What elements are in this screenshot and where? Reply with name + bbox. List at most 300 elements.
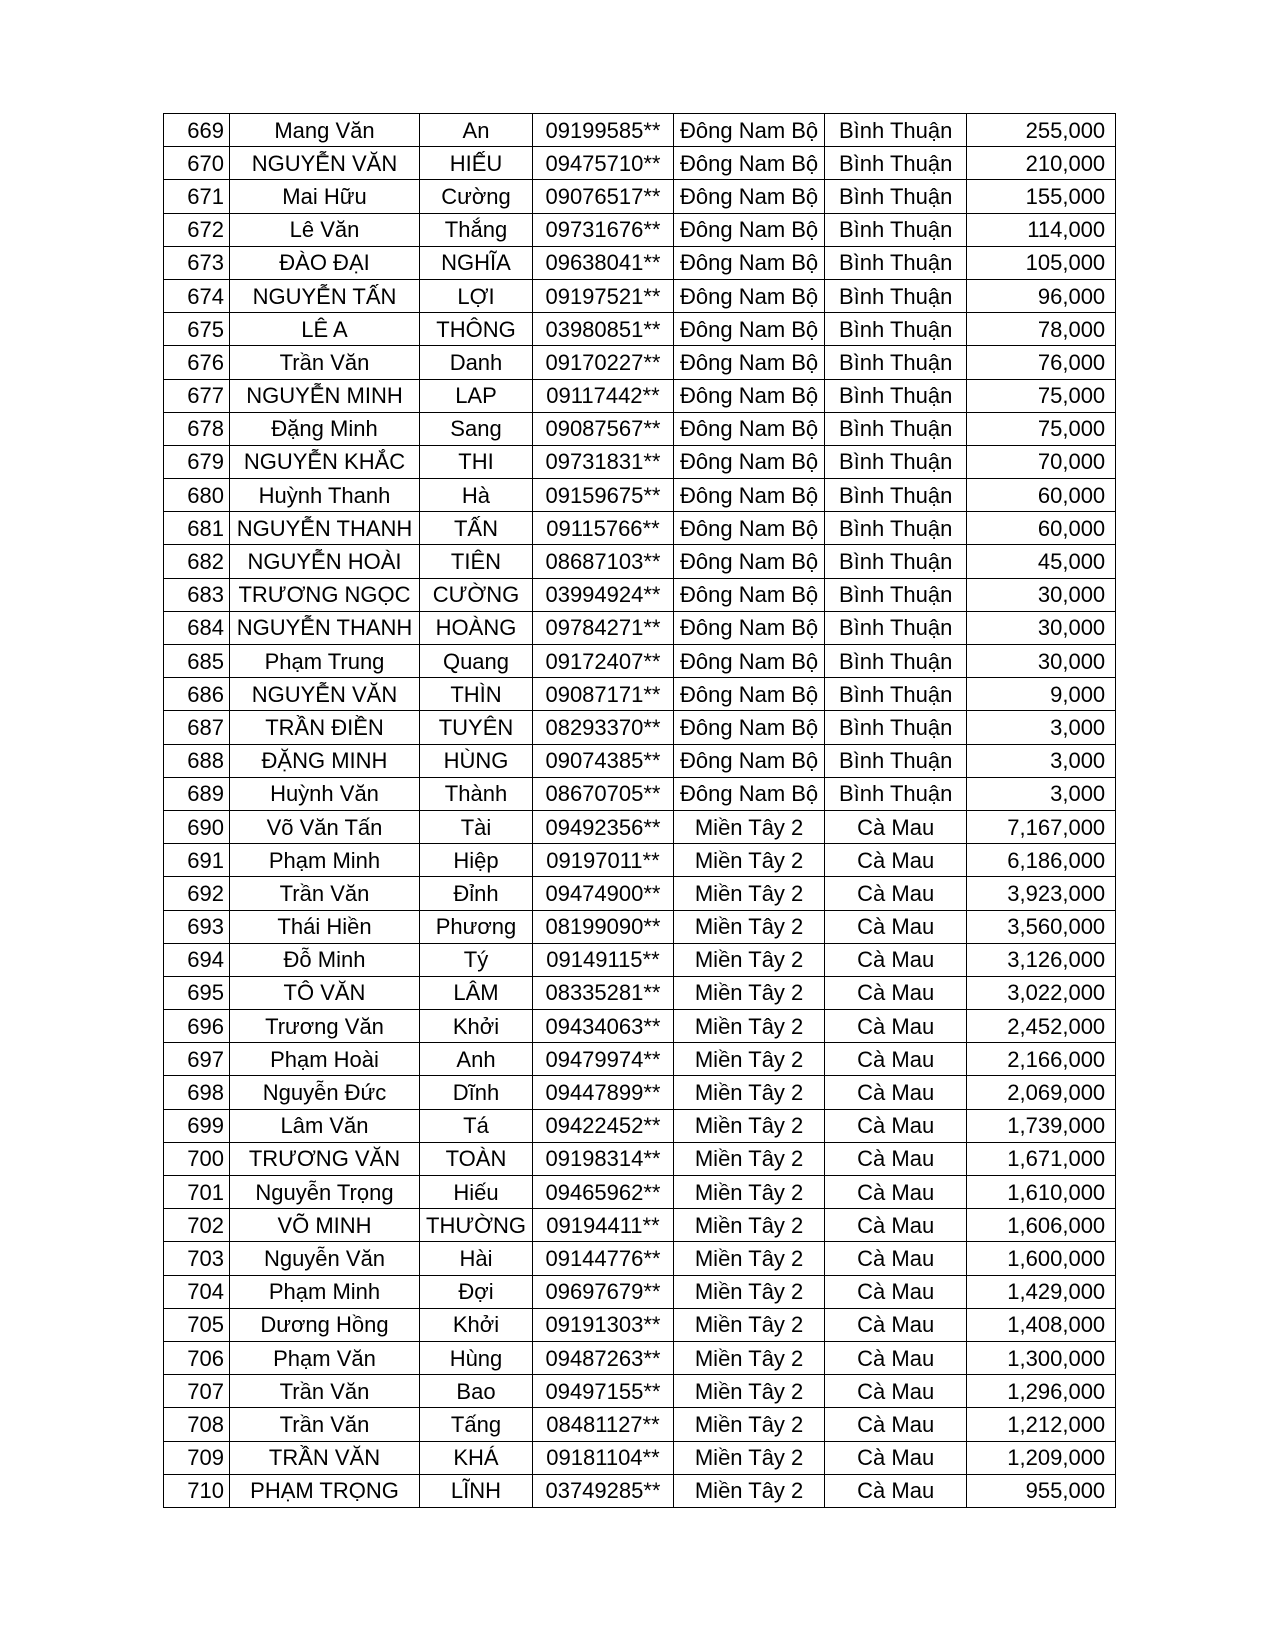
cell-family-middle-name: PHẠM TRỌNG	[230, 1474, 420, 1507]
cell-given-name: TIÊN	[420, 545, 533, 578]
cell-amount: 60,000	[967, 479, 1116, 512]
cell-index: 674	[164, 279, 230, 312]
table-row	[164, 611, 1116, 644]
cell-index: 670	[164, 147, 230, 180]
cell-region: Miền Tây 2	[673, 1375, 824, 1408]
cell-phone: 09497155**	[532, 1375, 673, 1408]
cell-phone: 09074385**	[532, 744, 673, 777]
cell-index: 675	[164, 313, 230, 346]
cell-region: Miền Tây 2	[673, 1010, 824, 1043]
cell-given-name: Thắng	[420, 213, 533, 246]
cell-index: 690	[164, 810, 230, 843]
table-row	[164, 114, 1116, 147]
table-row	[164, 346, 1116, 379]
cell-province: Bình Thuận	[825, 777, 967, 810]
cell-amount: 70,000	[967, 445, 1116, 478]
table-row	[164, 1109, 1116, 1142]
cell-region: Đông Nam Bộ	[673, 412, 824, 445]
cell-province: Cà Mau	[825, 1176, 967, 1209]
cell-given-name: Tý	[420, 943, 533, 976]
table-row	[164, 744, 1116, 777]
cell-given-name: Khởi	[420, 1010, 533, 1043]
cell-province: Bình Thuận	[825, 645, 967, 678]
cell-amount: 96,000	[967, 279, 1116, 312]
cell-given-name: Bao	[420, 1375, 533, 1408]
cell-index: 710	[164, 1474, 230, 1507]
table-row	[164, 1275, 1116, 1308]
cell-given-name: THƯỜNG	[420, 1209, 533, 1242]
cell-family-middle-name: Phạm Hoài	[230, 1043, 420, 1076]
cell-province: Cà Mau	[825, 943, 967, 976]
cell-region: Miền Tây 2	[673, 877, 824, 910]
cell-given-name: Hiếu	[420, 1176, 533, 1209]
cell-index: 687	[164, 711, 230, 744]
cell-region: Miền Tây 2	[673, 1341, 824, 1374]
table-row	[164, 479, 1116, 512]
cell-family-middle-name: Mai Hữu	[230, 180, 420, 213]
table-row	[164, 1308, 1116, 1341]
cell-amount: 1,606,000	[967, 1209, 1116, 1242]
cell-region: Miền Tây 2	[673, 844, 824, 877]
cell-index: 672	[164, 213, 230, 246]
cell-amount: 45,000	[967, 545, 1116, 578]
cell-index: 709	[164, 1441, 230, 1474]
table-row	[164, 1010, 1116, 1043]
cell-phone: 09731831**	[532, 445, 673, 478]
cell-family-middle-name: ĐÀO ĐẠI	[230, 246, 420, 279]
cell-province: Bình Thuận	[825, 213, 967, 246]
cell-index: 692	[164, 877, 230, 910]
cell-given-name: Quang	[420, 645, 533, 678]
cell-given-name: An	[420, 114, 533, 147]
cell-given-name: HÙNG	[420, 744, 533, 777]
cell-region: Đông Nam Bộ	[673, 678, 824, 711]
cell-family-middle-name: Phạm Văn	[230, 1341, 420, 1374]
table-row	[164, 1076, 1116, 1109]
cell-index: 685	[164, 645, 230, 678]
cell-province: Bình Thuận	[825, 711, 967, 744]
cell-phone: 08687103**	[532, 545, 673, 578]
table-row	[164, 512, 1116, 545]
cell-region: Đông Nam Bộ	[673, 346, 824, 379]
cell-index: 707	[164, 1375, 230, 1408]
table-row	[164, 279, 1116, 312]
winners-table	[163, 113, 1116, 1508]
cell-given-name: Thành	[420, 777, 533, 810]
cell-index: 676	[164, 346, 230, 379]
cell-region: Miền Tây 2	[673, 1109, 824, 1142]
cell-given-name: THÔNG	[420, 313, 533, 346]
cell-phone: 09087567**	[532, 412, 673, 445]
cell-family-middle-name: Nguyễn Văn	[230, 1242, 420, 1275]
cell-region: Miền Tây 2	[673, 910, 824, 943]
table-row	[164, 910, 1116, 943]
cell-amount: 30,000	[967, 645, 1116, 678]
cell-phone: 09117442**	[532, 379, 673, 412]
cell-family-middle-name: Trần Văn	[230, 1408, 420, 1441]
cell-phone: 09194411**	[532, 1209, 673, 1242]
cell-province: Cà Mau	[825, 1441, 967, 1474]
cell-index: 691	[164, 844, 230, 877]
cell-region: Đông Nam Bộ	[673, 645, 824, 678]
cell-index: 677	[164, 379, 230, 412]
cell-amount: 30,000	[967, 578, 1116, 611]
cell-index: 671	[164, 180, 230, 213]
cell-index: 702	[164, 1209, 230, 1242]
cell-region: Đông Nam Bộ	[673, 611, 824, 644]
cell-province: Cà Mau	[825, 1109, 967, 1142]
cell-family-middle-name: Lâm Văn	[230, 1109, 420, 1142]
cell-index: 682	[164, 545, 230, 578]
cell-province: Bình Thuận	[825, 147, 967, 180]
cell-given-name: Tá	[420, 1109, 533, 1142]
table-row	[164, 1142, 1116, 1175]
cell-given-name: Hài	[420, 1242, 533, 1275]
table-row	[164, 1441, 1116, 1474]
cell-phone: 09447899**	[532, 1076, 673, 1109]
table-row	[164, 445, 1116, 478]
cell-province: Cà Mau	[825, 1308, 967, 1341]
cell-region: Miền Tây 2	[673, 1441, 824, 1474]
cell-province: Cà Mau	[825, 1408, 967, 1441]
cell-amount: 60,000	[967, 512, 1116, 545]
cell-index: 673	[164, 246, 230, 279]
cell-phone: 09731676**	[532, 213, 673, 246]
cell-province: Cà Mau	[825, 1209, 967, 1242]
cell-given-name: Tấng	[420, 1408, 533, 1441]
cell-family-middle-name: TRƯƠNG VĂN	[230, 1142, 420, 1175]
table-row	[164, 777, 1116, 810]
cell-phone: 09199585**	[532, 114, 673, 147]
cell-amount: 1,429,000	[967, 1275, 1116, 1308]
cell-province: Bình Thuận	[825, 279, 967, 312]
cell-given-name: KHÁ	[420, 1441, 533, 1474]
cell-province: Bình Thuận	[825, 313, 967, 346]
cell-province: Cà Mau	[825, 1043, 967, 1076]
table-body	[164, 114, 1116, 1508]
cell-family-middle-name: Trần Văn	[230, 346, 420, 379]
cell-family-middle-name: NGUYỄN MINH	[230, 379, 420, 412]
cell-given-name: Đợi	[420, 1275, 533, 1308]
cell-phone: 09492356**	[532, 810, 673, 843]
cell-index: 684	[164, 611, 230, 644]
cell-phone: 03749285**	[532, 1474, 673, 1507]
cell-province: Bình Thuận	[825, 611, 967, 644]
cell-index: 686	[164, 678, 230, 711]
cell-given-name: NGHĨA	[420, 246, 533, 279]
cell-region: Miền Tây 2	[673, 810, 824, 843]
cell-phone: 09115766**	[532, 512, 673, 545]
cell-given-name: Hiệp	[420, 844, 533, 877]
cell-index: 706	[164, 1341, 230, 1374]
cell-region: Đông Nam Bộ	[673, 147, 824, 180]
cell-region: Miền Tây 2	[673, 1209, 824, 1242]
cell-province: Cà Mau	[825, 1076, 967, 1109]
cell-family-middle-name: NGUYỄN THANH	[230, 611, 420, 644]
cell-family-middle-name: Phạm Minh	[230, 1275, 420, 1308]
cell-family-middle-name: TRẦN ĐIỀN	[230, 711, 420, 744]
cell-region: Đông Nam Bộ	[673, 711, 824, 744]
cell-province: Bình Thuận	[825, 445, 967, 478]
table-row	[164, 645, 1116, 678]
cell-phone: 08293370**	[532, 711, 673, 744]
cell-phone: 08481127**	[532, 1408, 673, 1441]
cell-phone: 09170227**	[532, 346, 673, 379]
table-row	[164, 1209, 1116, 1242]
table-row	[164, 711, 1116, 744]
cell-province: Cà Mau	[825, 1474, 967, 1507]
cell-amount: 3,560,000	[967, 910, 1116, 943]
cell-family-middle-name: NGUYỄN TẤN	[230, 279, 420, 312]
cell-given-name: Tài	[420, 810, 533, 843]
cell-province: Cà Mau	[825, 1375, 967, 1408]
cell-amount: 2,069,000	[967, 1076, 1116, 1109]
cell-province: Bình Thuận	[825, 578, 967, 611]
cell-given-name: CƯỜNG	[420, 578, 533, 611]
cell-region: Đông Nam Bộ	[673, 379, 824, 412]
cell-amount: 114,000	[967, 213, 1116, 246]
cell-phone: 09697679**	[532, 1275, 673, 1308]
cell-phone: 08670705**	[532, 777, 673, 810]
cell-amount: 3,022,000	[967, 976, 1116, 1009]
cell-phone: 09434063**	[532, 1010, 673, 1043]
cell-index: 689	[164, 777, 230, 810]
cell-province: Cà Mau	[825, 1010, 967, 1043]
cell-phone: 03994924**	[532, 578, 673, 611]
cell-index: 697	[164, 1043, 230, 1076]
cell-index: 669	[164, 114, 230, 147]
table-row	[164, 1341, 1116, 1374]
cell-phone: 09172407**	[532, 645, 673, 678]
cell-amount: 1,610,000	[967, 1176, 1116, 1209]
cell-given-name: Đỉnh	[420, 877, 533, 910]
cell-amount: 1,408,000	[967, 1308, 1116, 1341]
cell-region: Miền Tây 2	[673, 976, 824, 1009]
cell-family-middle-name: Nguyễn Trọng	[230, 1176, 420, 1209]
cell-amount: 1,671,000	[967, 1142, 1116, 1175]
cell-province: Cà Mau	[825, 1242, 967, 1275]
table-row	[164, 213, 1116, 246]
cell-province: Cà Mau	[825, 844, 967, 877]
cell-amount: 2,452,000	[967, 1010, 1116, 1043]
cell-index: 694	[164, 943, 230, 976]
cell-phone: 09479974**	[532, 1043, 673, 1076]
cell-family-middle-name: Trương Văn	[230, 1010, 420, 1043]
table-row	[164, 412, 1116, 445]
cell-region: Đông Nam Bộ	[673, 246, 824, 279]
cell-family-middle-name: Võ Văn Tấn	[230, 810, 420, 843]
cell-given-name: Cường	[420, 180, 533, 213]
cell-phone: 09638041**	[532, 246, 673, 279]
cell-region: Đông Nam Bộ	[673, 512, 824, 545]
cell-phone: 09197521**	[532, 279, 673, 312]
cell-given-name: Anh	[420, 1043, 533, 1076]
cell-given-name: HIẾU	[420, 147, 533, 180]
cell-family-middle-name: NGUYỄN VĂN	[230, 678, 420, 711]
cell-province: Cà Mau	[825, 810, 967, 843]
cell-amount: 1,296,000	[967, 1375, 1116, 1408]
cell-province: Cà Mau	[825, 1142, 967, 1175]
cell-family-middle-name: NGUYỄN HOÀI	[230, 545, 420, 578]
cell-given-name: Sang	[420, 412, 533, 445]
cell-amount: 3,000	[967, 744, 1116, 777]
table-row	[164, 147, 1116, 180]
cell-region: Miền Tây 2	[673, 1474, 824, 1507]
cell-province: Bình Thuận	[825, 512, 967, 545]
cell-region: Miền Tây 2	[673, 1076, 824, 1109]
cell-phone: 09474900**	[532, 877, 673, 910]
table-row	[164, 578, 1116, 611]
cell-given-name: TUYÊN	[420, 711, 533, 744]
cell-index: 703	[164, 1242, 230, 1275]
cell-phone: 08335281**	[532, 976, 673, 1009]
cell-phone: 09181104**	[532, 1441, 673, 1474]
cell-amount: 3,000	[967, 711, 1116, 744]
cell-amount: 75,000	[967, 412, 1116, 445]
cell-phone: 09487263**	[532, 1341, 673, 1374]
table-row	[164, 1375, 1116, 1408]
cell-amount: 1,209,000	[967, 1441, 1116, 1474]
cell-amount: 3,000	[967, 777, 1116, 810]
cell-given-name: HOÀNG	[420, 611, 533, 644]
cell-given-name: LĨNH	[420, 1474, 533, 1507]
cell-region: Đông Nam Bộ	[673, 114, 824, 147]
cell-region: Đông Nam Bộ	[673, 213, 824, 246]
cell-province: Bình Thuận	[825, 114, 967, 147]
cell-amount: 75,000	[967, 379, 1116, 412]
cell-index: 700	[164, 1142, 230, 1175]
cell-index: 695	[164, 976, 230, 1009]
cell-given-name: THÌN	[420, 678, 533, 711]
cell-amount: 1,212,000	[967, 1408, 1116, 1441]
cell-amount: 78,000	[967, 313, 1116, 346]
cell-region: Đông Nam Bộ	[673, 313, 824, 346]
table-row	[164, 1176, 1116, 1209]
cell-family-middle-name: NGUYỄN KHẮC	[230, 445, 420, 478]
cell-index: 701	[164, 1176, 230, 1209]
cell-index: 678	[164, 412, 230, 445]
cell-amount: 210,000	[967, 147, 1116, 180]
cell-phone: 09159675**	[532, 479, 673, 512]
cell-index: 680	[164, 479, 230, 512]
table-row	[164, 545, 1116, 578]
table-row	[164, 844, 1116, 877]
cell-family-middle-name: Trần Văn	[230, 877, 420, 910]
cell-amount: 1,739,000	[967, 1109, 1116, 1142]
cell-amount: 6,186,000	[967, 844, 1116, 877]
table-row	[164, 1474, 1116, 1507]
cell-given-name: Khởi	[420, 1308, 533, 1341]
table-row	[164, 313, 1116, 346]
table-row	[164, 246, 1116, 279]
cell-family-middle-name: Đỗ Minh	[230, 943, 420, 976]
cell-index: 696	[164, 1010, 230, 1043]
cell-index: 704	[164, 1275, 230, 1308]
cell-region: Miền Tây 2	[673, 1275, 824, 1308]
cell-index: 699	[164, 1109, 230, 1142]
cell-family-middle-name: Đặng Minh	[230, 412, 420, 445]
cell-given-name: Hùng	[420, 1341, 533, 1374]
table-row	[164, 180, 1116, 213]
cell-amount: 9,000	[967, 678, 1116, 711]
cell-index: 698	[164, 1076, 230, 1109]
cell-amount: 1,300,000	[967, 1341, 1116, 1374]
cell-phone: 09784271**	[532, 611, 673, 644]
cell-index: 708	[164, 1408, 230, 1441]
cell-province: Cà Mau	[825, 877, 967, 910]
cell-region: Đông Nam Bộ	[673, 445, 824, 478]
cell-province: Cà Mau	[825, 976, 967, 1009]
cell-family-middle-name: VÕ MINH	[230, 1209, 420, 1242]
cell-region: Miền Tây 2	[673, 1408, 824, 1441]
cell-phone: 09149115**	[532, 943, 673, 976]
cell-region: Miền Tây 2	[673, 943, 824, 976]
cell-amount: 155,000	[967, 180, 1116, 213]
cell-region: Miền Tây 2	[673, 1142, 824, 1175]
cell-amount: 7,167,000	[967, 810, 1116, 843]
table-row	[164, 678, 1116, 711]
cell-family-middle-name: Thái Hiền	[230, 910, 420, 943]
cell-province: Bình Thuận	[825, 545, 967, 578]
cell-family-middle-name: TRẦN VĂN	[230, 1441, 420, 1474]
cell-phone: 09191303**	[532, 1308, 673, 1341]
cell-region: Đông Nam Bộ	[673, 479, 824, 512]
cell-given-name: Dĩnh	[420, 1076, 533, 1109]
cell-index: 679	[164, 445, 230, 478]
cell-province: Bình Thuận	[825, 744, 967, 777]
cell-phone: 09198314**	[532, 1142, 673, 1175]
cell-family-middle-name: Dương Hồng	[230, 1308, 420, 1341]
cell-region: Đông Nam Bộ	[673, 578, 824, 611]
cell-family-middle-name: Trần Văn	[230, 1375, 420, 1408]
table-row	[164, 1043, 1116, 1076]
cell-phone: 09144776**	[532, 1242, 673, 1275]
cell-phone: 09076517**	[532, 180, 673, 213]
cell-index: 681	[164, 512, 230, 545]
cell-amount: 76,000	[967, 346, 1116, 379]
table-row	[164, 810, 1116, 843]
table-row	[164, 943, 1116, 976]
cell-province: Bình Thuận	[825, 246, 967, 279]
cell-given-name: TẤN	[420, 512, 533, 545]
cell-family-middle-name: NGUYỄN VĂN	[230, 147, 420, 180]
cell-phone: 09087171**	[532, 678, 673, 711]
cell-amount: 255,000	[967, 114, 1116, 147]
cell-family-middle-name: Phạm Trung	[230, 645, 420, 678]
cell-province: Cà Mau	[825, 1341, 967, 1374]
cell-family-middle-name: TÔ VĂN	[230, 976, 420, 1009]
cell-amount: 30,000	[967, 611, 1116, 644]
cell-family-middle-name: Phạm Minh	[230, 844, 420, 877]
cell-family-middle-name: Huỳnh Văn	[230, 777, 420, 810]
cell-phone: 08199090**	[532, 910, 673, 943]
table-row	[164, 1242, 1116, 1275]
cell-province: Bình Thuận	[825, 412, 967, 445]
cell-given-name: Hà	[420, 479, 533, 512]
cell-region: Miền Tây 2	[673, 1242, 824, 1275]
table-row	[164, 877, 1116, 910]
cell-region: Miền Tây 2	[673, 1043, 824, 1076]
cell-region: Đông Nam Bộ	[673, 180, 824, 213]
cell-province: Bình Thuận	[825, 678, 967, 711]
cell-region: Đông Nam Bộ	[673, 545, 824, 578]
cell-province: Bình Thuận	[825, 379, 967, 412]
cell-family-middle-name: NGUYỄN THANH	[230, 512, 420, 545]
cell-amount: 105,000	[967, 246, 1116, 279]
cell-phone: 09197011**	[532, 844, 673, 877]
cell-family-middle-name: LÊ A	[230, 313, 420, 346]
cell-phone: 09422452**	[532, 1109, 673, 1142]
